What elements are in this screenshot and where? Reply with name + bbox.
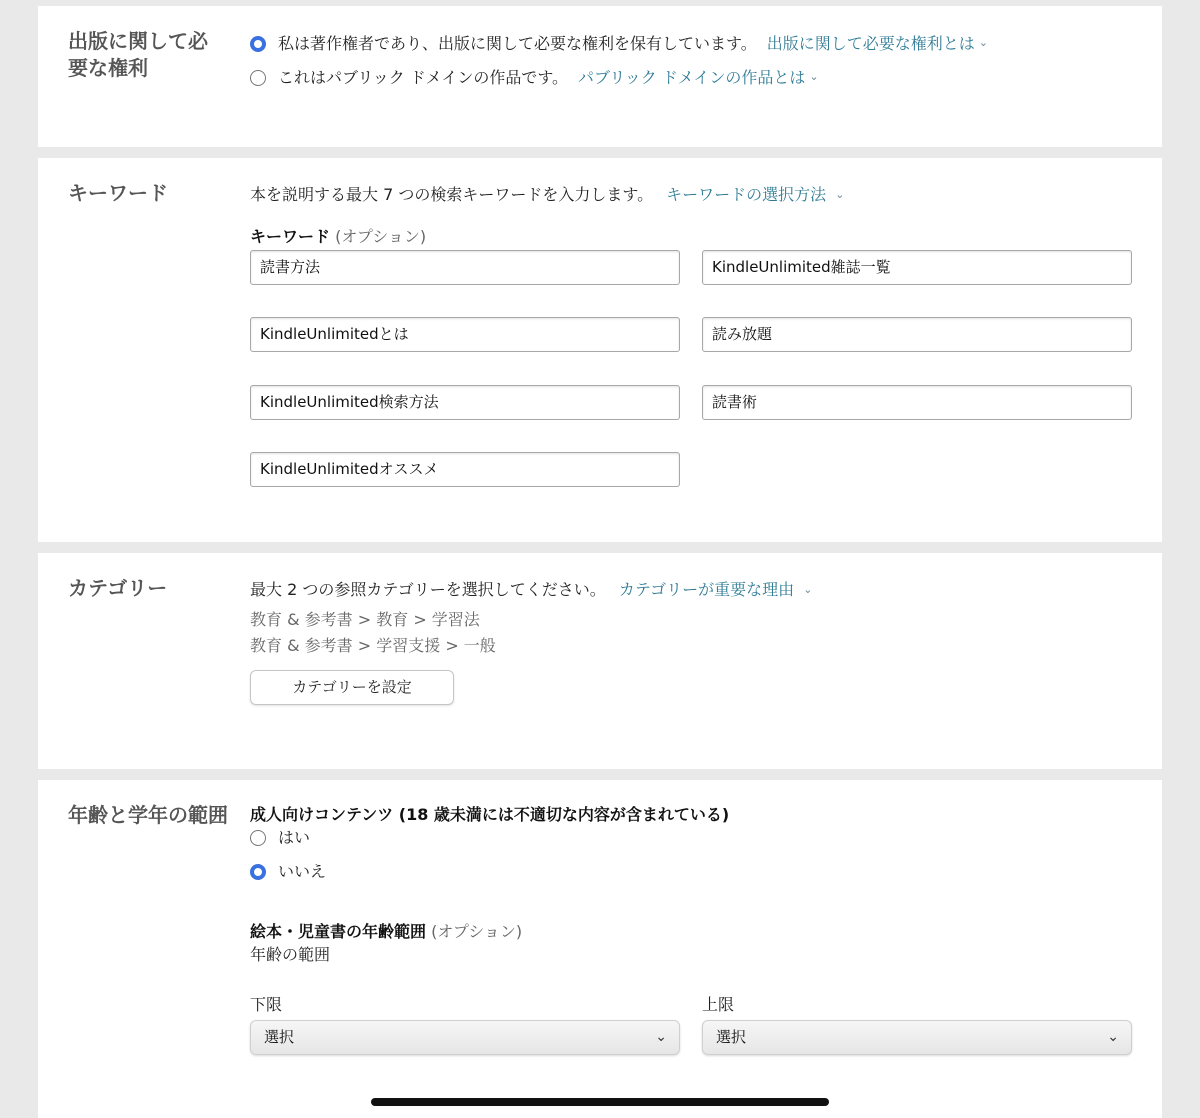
selected-category-2: 教育 & 参考書 > 学習支援 > 一般 [250,636,496,655]
owner-option-label: 私は著作権者であり、出版に関して必要な権利を保有しています。 [278,34,757,53]
chevron-down-icon: ⌄ [803,583,813,596]
rights-section [38,6,1162,147]
keywords-field-label: キーワード [250,227,331,246]
children-age-label-row [250,919,1132,942]
public-option-label: これはパブリック ドメインの作品です。 [278,68,569,87]
chevron-down-icon: ⌄ [655,1029,667,1045]
age-section [38,780,1162,1118]
keyword-input-1[interactable]: 読書方法 [250,250,680,285]
chevron-down-icon: ⌄ [809,69,819,83]
set-categories-button[interactable]: カテゴリーを設定 [250,670,454,705]
age-range-label: 年齢の範囲 [250,945,331,964]
max-age-select-value: 選択 [716,1028,747,1046]
adult-option-no[interactable] [250,859,1132,885]
categories-section [38,553,1162,769]
categories-description-row [250,579,1132,601]
rights-option-public[interactable] [250,65,1132,91]
keyword-input-3[interactable]: KindleUnlimitedとは [250,317,680,352]
min-age-label: 下限 [250,995,283,1014]
keywords-field-label-row [250,224,1132,247]
categories-section-title: カテゴリー [68,576,168,600]
keyword-input-4[interactable]: 読み放題 [702,317,1132,352]
chevron-down-icon: ⌄ [978,35,988,49]
keywords-description-row [250,184,1132,206]
children-age-label: 絵本・児童書の年齢範囲 [250,922,427,941]
keywords-optional-label: (オプション) [335,227,427,246]
children-age-optional: (オプション) [431,922,523,941]
chevron-down-icon: ⌄ [835,188,845,201]
adult-content-options [250,825,1132,893]
categories-description: 最大 2 つの参照カテゴリーを選択してください。 [250,580,606,599]
keyword-input-7[interactable]: KindleUnlimitedオススメ [250,452,680,487]
min-age-select[interactable] [250,1020,680,1055]
home-indicator[interactable] [371,1098,829,1106]
adult-no-label: いいえ [278,862,327,881]
min-age-select-value: 選択 [264,1028,295,1046]
keywords-section [38,158,1162,542]
keywords-help-link[interactable]: キーワードの選択方法 [666,185,827,204]
keyword-input-6[interactable]: 読書術 [702,385,1132,420]
keyword-input-2[interactable]: KindleUnlimited雑誌一覧 [702,250,1132,285]
adult-yes-label: はい [278,828,311,847]
owner-radio[interactable] [250,36,266,52]
public-help-link[interactable]: パブリック ドメインの作品とは [578,68,806,87]
adult-no-radio[interactable] [250,864,266,880]
rights-option-owner[interactable] [250,31,1132,57]
max-age-label: 上限 [702,995,735,1014]
owner-help-link[interactable]: 出版に関して必要な権利とは [766,34,975,53]
max-age-select[interactable] [702,1020,1132,1055]
selected-category-1: 教育 & 参考書 > 教育 > 学習法 [250,610,480,629]
adult-yes-radio[interactable] [250,830,266,846]
adult-content-label: 成人向けコンテンツ (18 歳未満には不適切な内容が含まれている) [250,805,730,824]
rights-options [250,31,1132,99]
keywords-section-title: キーワード [68,181,168,205]
keywords-description: 本を説明する最大 7 つの検索キーワードを入力します。 [250,185,654,204]
public-domain-radio[interactable] [250,70,266,86]
keyword-input-5[interactable]: KindleUnlimited検索方法 [250,385,680,420]
chevron-down-icon: ⌄ [1107,1029,1119,1045]
age-section-title: 年齢と学年の範囲 [68,803,228,827]
categories-help-link[interactable]: カテゴリーが重要な理由 [618,580,795,599]
rights-section-title: 出版に関して必要な権利 [68,29,208,80]
adult-option-yes[interactable] [250,825,1132,851]
